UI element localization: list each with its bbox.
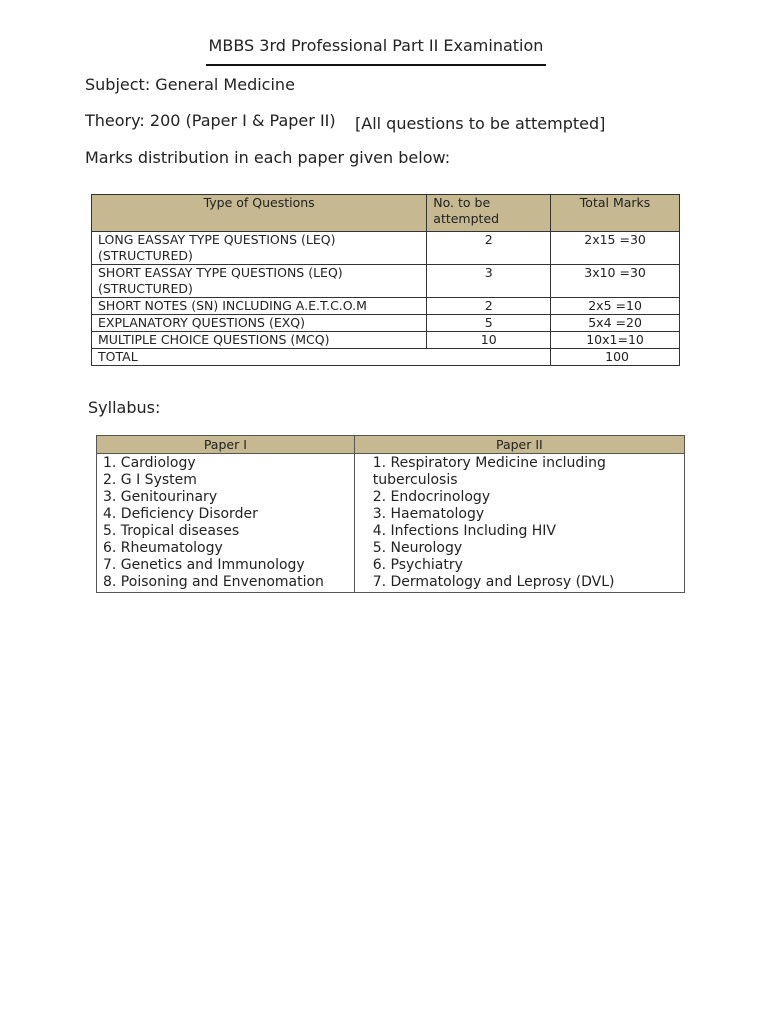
- list-item: 5. Neurology: [372, 540, 463, 556]
- list-item: 7. Genetics and Immunology: [103, 557, 305, 573]
- syllabus-content-row: [97, 454, 685, 593]
- question-type-cell: SHORT EASSAY TYPE QUESTIONS (LEQ) (STRUCTURED): [92, 265, 427, 298]
- paper-1-topics: [97, 454, 355, 593]
- list-item: 3. Haematology: [372, 506, 485, 522]
- total-marks-cell: 2x5 =10: [551, 298, 680, 315]
- marks-intro: Marks distribution in each paper given below:: [85, 148, 451, 167]
- paper-1-header: Paper I: [97, 436, 355, 454]
- table-row: [92, 332, 680, 349]
- paper-2-topics: [354, 454, 684, 593]
- question-type-cell: SHORT NOTES (SN) INCLUDING A.E.T.C.O.M: [92, 298, 427, 315]
- table-row: [92, 315, 680, 332]
- list-item: 7. Dermatology and Leprosy (DVL): [372, 574, 615, 590]
- theory-line: [85, 111, 606, 133]
- list-item: 1. Cardiology: [103, 455, 196, 471]
- list-item: 1. Respiratory Medicine including tuberculosis: [372, 455, 606, 488]
- total-marks-cell: 10x1=10: [551, 332, 680, 349]
- syllabus-header-row: [97, 436, 685, 454]
- total-label-cell: TOTAL: [92, 349, 551, 366]
- table-row: [92, 298, 680, 315]
- list-item: 2. Endocrinology: [372, 489, 491, 505]
- table-row: [92, 265, 680, 298]
- marks-distribution-table: [91, 194, 680, 366]
- attempt-count-cell: 10: [427, 332, 551, 349]
- header-no-to-attempt: No. to be attempted: [427, 195, 551, 232]
- syllabus-table: [96, 435, 685, 593]
- list-item: 4. Deficiency Disorder: [103, 506, 258, 522]
- paper-2-header: Paper II: [354, 436, 684, 454]
- table-header-row: [92, 195, 680, 232]
- question-type-cell: EXPLANATORY QUESTIONS (EXQ): [92, 315, 427, 332]
- instruction-text: [All questions to be attempted]: [355, 114, 606, 133]
- title-underline: [206, 64, 546, 66]
- page-title: MBBS 3rd Professional Part II Examination: [208, 36, 544, 55]
- list-item: 6. Rheumatology: [103, 540, 223, 556]
- total-marks-cell: 5x4 =20: [551, 315, 680, 332]
- total-value-cell: 100: [551, 349, 680, 366]
- syllabus-heading: Syllabus:: [88, 398, 161, 417]
- header-total-marks: Total Marks: [551, 195, 680, 232]
- attempt-count-cell: 2: [427, 232, 551, 265]
- attempt-count-cell: 2: [427, 298, 551, 315]
- attempt-count-cell: 5: [427, 315, 551, 332]
- total-marks-cell: 2x15 =30: [551, 232, 680, 265]
- question-type-cell: MULTIPLE CHOICE QUESTIONS (MCQ): [92, 332, 427, 349]
- header-type-of-questions: Type of Questions: [92, 195, 427, 232]
- theory-text: Theory: 200 (Paper I & Paper II): [85, 111, 336, 130]
- list-item: 8. Poisoning and Envenomation: [103, 574, 324, 590]
- total-marks-cell: 3x10 =30: [551, 265, 680, 298]
- list-item: 6. Psychiatry: [372, 557, 463, 573]
- list-item: 5. Tropical diseases: [103, 523, 240, 539]
- table-row: [92, 232, 680, 265]
- attempt-count-cell: 3: [427, 265, 551, 298]
- list-item: 2. G I System: [103, 472, 197, 488]
- total-row: [92, 349, 680, 366]
- list-item: 3. Genitourinary: [103, 489, 218, 505]
- subject-line: Subject: General Medicine: [85, 75, 295, 94]
- question-type-cell: LONG EASSAY TYPE QUESTIONS (LEQ) (STRUCTURED): [92, 232, 427, 265]
- list-item: 4. Infections Including HIV: [372, 523, 557, 539]
